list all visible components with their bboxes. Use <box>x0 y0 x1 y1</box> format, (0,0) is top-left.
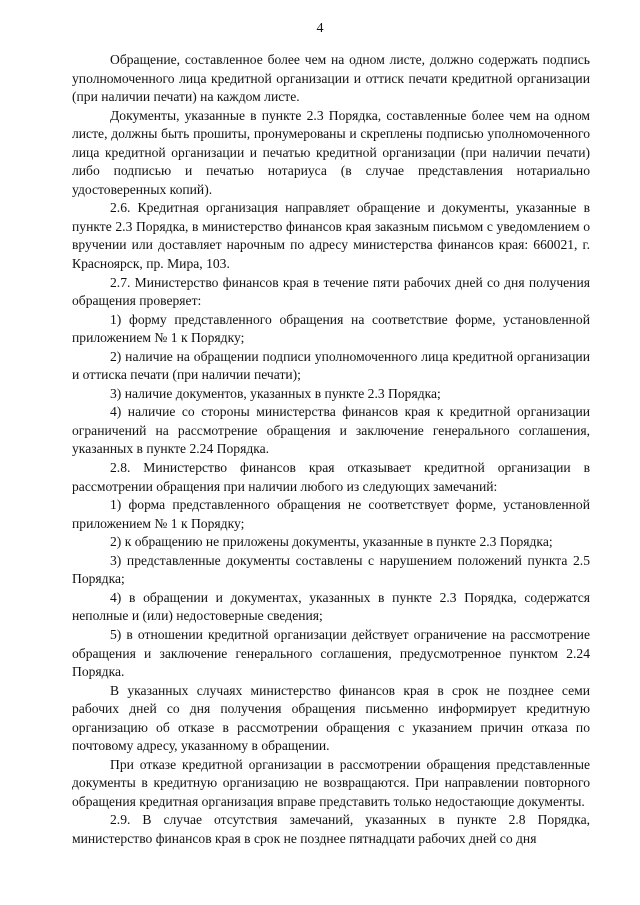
paragraph-section-2-7: 2.7. Министерство финансов края в течение пяти рабочих дней со дня получения обращения проверяет: <box>72 274 590 309</box>
list-item: 3) представленные документы составлены с нарушением положений пункта 2.5 Порядка; <box>72 552 590 587</box>
paragraph: Обращение, составленное более чем на одном листе, должно содержать подпись уполномоченного лица кредитной организации и оттиск печати кредитной организации (при наличии печати) на каждом листе. <box>72 52 590 105</box>
list-item: 5) в отношении кредитной организации действует ограничение на рассмотрение обращения и заключение генерального соглашения, предусмотренное пунктом 2.24 Порядка. <box>72 626 590 680</box>
paragraph-section-2-9: 2.9. В случае отсутствия замечаний, указанных в пункте 2.8 Порядка, министерство финансов края в срок не позднее пятнадцати рабочих дней со дня <box>72 812 590 846</box>
document-body <box>72 51 590 849</box>
paragraph: В указанных случаях министерство финансов края в срок не позднее семи рабочих дней со дня получения обращения письменно информирует кредитную организацию об отказе в рассмотрении обращения с указанием причин отказа по почтовому адресу, указанному в обращении. <box>72 682 590 754</box>
paragraph: Документы, указанные в пункте 2.3 Порядка, составленные более чем на одном листе, должны быть прошиты, пронумерованы и скреплены подписью уполномоченного лица кредитной организации и печатью кредитной организации (при наличии печати) либо подписью и печатью нотариуса (в случае представления нотариально удостоверенных копий). <box>72 107 590 197</box>
paragraph-section-2-8: 2.8. Министерство финансов края отказывает кредитной организации в рассмотрении обращения при наличии любого из следующих замечаний: <box>72 460 590 494</box>
page-number: 4 <box>316 21 324 36</box>
list-item: 1) форма представленного обращения не соответствует форме, установленной приложением № 1 к Порядку; <box>72 497 590 531</box>
list-item: 4) в обращении и документах, указанных в пункте 2.3 Порядка, содержатся неполные и (или) недостоверные сведения; <box>72 589 590 624</box>
list-item: 3) наличие документов, указанных в пункте 2.3 Порядка; <box>110 385 441 401</box>
paragraph: При отказе кредитной организации в рассмотрении обращения представленные документы в кредитную организацию не возвращаются. При направлении повторного обращения кредитная организация вправе представить только недостающие документы. <box>72 756 590 809</box>
list-item: 2) наличие на обращении подписи уполномоченного лица кредитной организации и оттиска печати (при наличии печати); <box>72 348 590 383</box>
paragraph-section-2-6: 2.6. Кредитная организация направляет обращение и документы, указанные в пункте 2.3 Порядка, в министерство финансов края заказным письмом с уведомлением о вручении или доставляет нарочным по адресу министерства финансов края: 660021, г. Красноярск, пр. Мира, 103. <box>72 200 590 272</box>
list-item: 2) к обращению не приложены документы, указанные в пункте 2.3 Порядка; <box>110 534 553 550</box>
list-item: 4) наличие со стороны министерства финансов края к кредитной организации ограничений на рассмотрение обращения и заключение генерального соглашения, указанных в пункте 2.24 Порядка. <box>72 404 590 457</box>
list-item: 1) форму представленного обращения на соответствие форме, установленной приложением № 1 к Порядку; <box>72 311 590 346</box>
